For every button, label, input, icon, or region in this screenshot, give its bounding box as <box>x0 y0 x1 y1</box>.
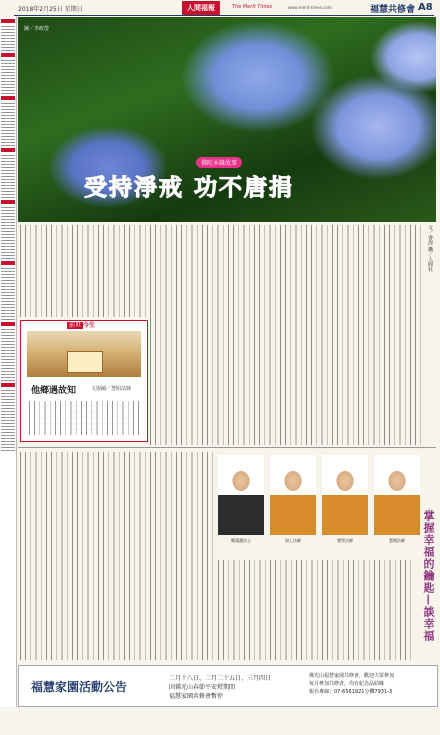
column-title: 他鄉遇故知 <box>31 386 77 396</box>
past-present-column <box>20 320 148 442</box>
sidebar-headline: 掌握幸福的鑰匙—談幸福 <box>422 510 435 642</box>
speaker-photo <box>218 455 264 535</box>
page-header <box>0 0 440 16</box>
ad-title: 福慧家園活動公告 <box>31 680 128 694</box>
speaker-photo <box>322 455 368 535</box>
column-body <box>29 401 139 435</box>
headline-part-2: 功不唐捐 <box>194 175 294 201</box>
event-announcement-ad <box>18 665 438 707</box>
story-category-tag: 佛陀本緣故事 <box>196 157 242 168</box>
speaker-4 <box>374 455 420 543</box>
headline-part-1: 受持淨戒 <box>84 175 184 201</box>
header-rule <box>14 15 434 16</box>
masthead-logo-en: The Merit Times <box>232 4 273 10</box>
ad-notice: 二月十八日、二月二十五日、三月四日 因佛光山春節平安燈期間 福慧家園共修會暫停 <box>169 675 272 700</box>
column-tag: 前世 今生 <box>69 322 96 329</box>
speaker-1 <box>218 455 264 543</box>
article-body-left <box>20 225 146 317</box>
listings-column <box>0 17 17 707</box>
speaker-caption: 慧開法師 <box>389 538 405 543</box>
masthead-logo: 人間福報 <box>182 1 220 15</box>
hydrangea-hero-photo <box>18 17 436 222</box>
article-body-right <box>150 225 422 445</box>
speaker-photo <box>374 455 420 535</box>
lower-article-right-bottom <box>218 560 414 660</box>
section-title: 福慧共修會 <box>370 5 416 15</box>
speaker-2 <box>270 455 316 543</box>
page-number: A8 <box>418 2 433 13</box>
section-divider <box>18 447 436 448</box>
headline <box>84 169 294 202</box>
lower-article-left <box>20 452 214 660</box>
photo-credit: 圖／李政瑩 <box>24 26 50 32</box>
speaker-caption: 如上法師 <box>285 538 301 543</box>
temple-altar-photo <box>27 331 141 377</box>
issue-date: 2018年2月25日 星期日 <box>18 6 83 13</box>
column-byline: 文與圖／慧昭法師 <box>91 386 132 392</box>
speaker-caption: 覺學法師 <box>337 538 353 543</box>
article-byline: 文／香海 攝／人間社 <box>427 225 433 272</box>
speaker-photos <box>218 455 424 555</box>
website-url: www.merit-times.com <box>288 5 332 10</box>
ad-contact: 佛光山福慧家園共修會，歡迎大眾參加 每月參加共修者，均有紀念品結緣 報名專線：07-6561921分機7931-3 <box>309 673 395 695</box>
speaker-caption: 鄭漢濃居士 <box>231 538 251 543</box>
speaker-photo <box>270 455 316 535</box>
speaker-3 <box>322 455 368 543</box>
